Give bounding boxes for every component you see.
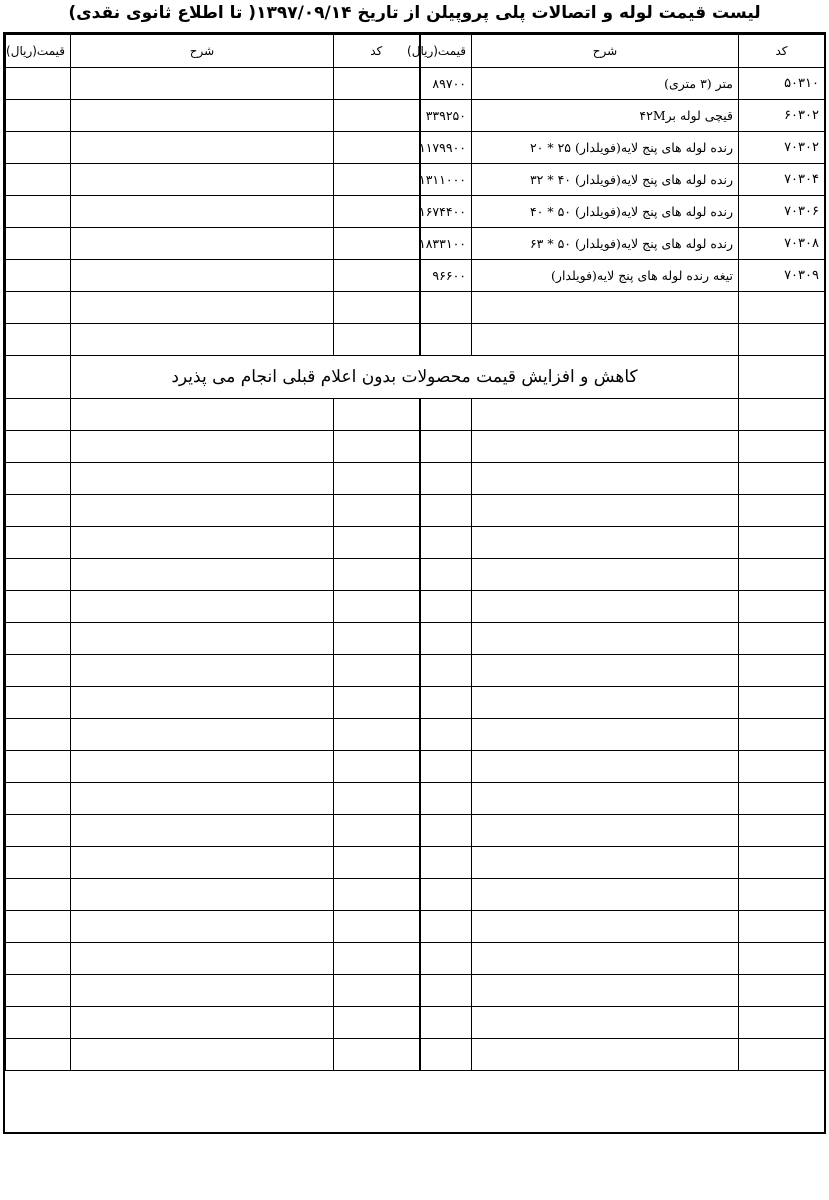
- empty-cell: [334, 132, 420, 164]
- empty-cell: [420, 495, 472, 527]
- empty-row: [6, 783, 825, 815]
- empty-cell: [71, 495, 334, 527]
- empty-cell: [334, 68, 420, 100]
- header-code-left: کد: [334, 35, 420, 68]
- item-code: ۷۰۳۰۴: [739, 164, 825, 196]
- empty-cell: [71, 431, 334, 463]
- empty-cell: [420, 719, 472, 751]
- empty-cell: [334, 495, 420, 527]
- empty-cell: [420, 975, 472, 1007]
- empty-cell: [739, 815, 825, 847]
- empty-cell: [472, 431, 739, 463]
- empty-cell: [739, 847, 825, 879]
- empty-row: [6, 399, 825, 431]
- empty-cell: [6, 591, 71, 623]
- empty-cell: [739, 399, 825, 431]
- empty-cell: [6, 559, 71, 591]
- empty-cell: [71, 559, 334, 591]
- empty-row: [6, 463, 825, 495]
- empty-cell: [420, 687, 472, 719]
- empty-cell: [71, 527, 334, 559]
- empty-cell: [420, 943, 472, 975]
- empty-cell: [6, 164, 71, 196]
- empty-cell: [334, 559, 420, 591]
- item-code: ۵۰۳۱۰: [739, 68, 825, 100]
- table-row: [6, 100, 825, 132]
- empty-cell: [6, 687, 71, 719]
- empty-cell: [334, 399, 420, 431]
- empty-cell: [472, 527, 739, 559]
- empty-row: [6, 527, 825, 559]
- empty-cell: [334, 527, 420, 559]
- empty-cell: [472, 815, 739, 847]
- empty-cell: [420, 879, 472, 911]
- empty-cell: [6, 943, 71, 975]
- empty-cell: [472, 591, 739, 623]
- empty-cell: [6, 655, 71, 687]
- empty-cell: [334, 100, 420, 132]
- empty-cell: [334, 591, 420, 623]
- empty-cell: [420, 399, 472, 431]
- empty-cell: [334, 260, 420, 292]
- empty-cell: [6, 132, 71, 164]
- empty-cell: [420, 1039, 472, 1071]
- empty-cell: [739, 463, 825, 495]
- item-price: ۱۸۳۳۱۰۰: [420, 228, 472, 260]
- empty-cell: [71, 943, 334, 975]
- empty-cell: [420, 911, 472, 943]
- empty-cell: [472, 623, 739, 655]
- header-row: [6, 35, 825, 68]
- item-price: ۱۱۷۹۹۰۰: [420, 132, 472, 164]
- empty-cell: [71, 132, 334, 164]
- empty-cell: [334, 164, 420, 196]
- empty-cell: [71, 591, 334, 623]
- empty-cell: [6, 431, 71, 463]
- empty-cell: [71, 463, 334, 495]
- empty-cell: [739, 1007, 825, 1039]
- empty-cell: [420, 527, 472, 559]
- empty-cell: [71, 100, 334, 132]
- empty-cell: [6, 527, 71, 559]
- item-description: قیچی لوله بر۴۲M: [472, 100, 739, 132]
- empty-cell: [472, 495, 739, 527]
- empty-cell: [71, 228, 334, 260]
- empty-cell: [71, 623, 334, 655]
- empty-cell: [472, 847, 739, 879]
- empty-cell: [739, 591, 825, 623]
- price-list-table: [3, 32, 826, 1134]
- table-row: [6, 260, 825, 292]
- empty-cell: [420, 431, 472, 463]
- empty-cell: [334, 783, 420, 815]
- empty-cell: [6, 783, 71, 815]
- empty-cell: [739, 1039, 825, 1071]
- empty-cell: [334, 911, 420, 943]
- empty-cell: [739, 879, 825, 911]
- empty-cell: [420, 463, 472, 495]
- empty-cell: [472, 1039, 739, 1071]
- empty-cell: [472, 463, 739, 495]
- empty-cell: [472, 655, 739, 687]
- empty-row: [6, 431, 825, 463]
- empty-cell: [71, 687, 334, 719]
- empty-cell: [739, 559, 825, 591]
- empty-row: [6, 719, 825, 751]
- empty-cell: [71, 164, 334, 196]
- empty-cell: [420, 751, 472, 783]
- item-price: ۸۹۷۰۰: [420, 68, 472, 100]
- empty-cell: [71, 68, 334, 100]
- item-code: ۷۰۳۰۸: [739, 228, 825, 260]
- empty-cell: [420, 847, 472, 879]
- page-title: لیست قیمت لوله و اتصالات پلی پروپیلن از تاریخ ۱۳۹۷/۰۹/۱۴( تا اطلاع ثانوی نقدی): [68, 3, 761, 23]
- empty-cell: [739, 975, 825, 1007]
- item-price: ۹۶۶۰۰: [420, 260, 472, 292]
- empty-row: [6, 559, 825, 591]
- empty-cell: [334, 847, 420, 879]
- empty-cell: [334, 196, 420, 228]
- empty-cell: [6, 463, 71, 495]
- empty-cell: [71, 847, 334, 879]
- empty-row: [6, 751, 825, 783]
- empty-cell: [6, 399, 71, 431]
- item-price: ۳۳۹۲۵۰: [420, 100, 472, 132]
- empty-row: [6, 1007, 825, 1039]
- empty-cell: [334, 975, 420, 1007]
- empty-cell: [334, 431, 420, 463]
- empty-cell: [334, 623, 420, 655]
- empty-cell: [6, 1039, 71, 1071]
- empty-cell: [71, 751, 334, 783]
- empty-cell: [739, 783, 825, 815]
- empty-cell: [739, 356, 825, 399]
- table-row: [6, 228, 825, 260]
- empty-cell: [420, 1007, 472, 1039]
- empty-cell: [739, 687, 825, 719]
- empty-cell: [6, 356, 71, 399]
- empty-cell: [334, 463, 420, 495]
- item-description: رنده لوله های پنج لایه(فویلدار) ۴۰ * ۳۲: [472, 164, 739, 196]
- empty-cell: [6, 495, 71, 527]
- empty-cell: [71, 879, 334, 911]
- empty-cell: [472, 911, 739, 943]
- empty-cell: [71, 1039, 334, 1071]
- empty-cell: [420, 783, 472, 815]
- empty-cell: [6, 228, 71, 260]
- empty-cell: [71, 783, 334, 815]
- empty-cell: [739, 527, 825, 559]
- empty-cell: [6, 911, 71, 943]
- empty-cell: [71, 655, 334, 687]
- empty-cell: [6, 623, 71, 655]
- empty-cell: [71, 1007, 334, 1039]
- item-description: تیغه رنده لوله های پنج لایه(فویلدار): [472, 260, 739, 292]
- item-code: ۶۰۳۰۲: [739, 100, 825, 132]
- header-description-right: شرح: [472, 35, 739, 68]
- empty-cell: [71, 911, 334, 943]
- empty-cell: [6, 68, 71, 100]
- empty-cell: [6, 260, 71, 292]
- empty-cell: [739, 431, 825, 463]
- item-code: ۷۰۳۰۲: [739, 132, 825, 164]
- empty-cell: [71, 196, 334, 228]
- notice-row: [6, 356, 825, 399]
- empty-cell: [739, 655, 825, 687]
- empty-cell: [472, 783, 739, 815]
- empty-row: [6, 324, 825, 356]
- item-description: رنده لوله های پنج لایه(فویلدار) ۵۰ * ۴۰: [472, 196, 739, 228]
- empty-cell: [472, 943, 739, 975]
- empty-cell: [472, 399, 739, 431]
- empty-cell: [71, 260, 334, 292]
- table-row: [6, 68, 825, 100]
- empty-row: [6, 879, 825, 911]
- item-price: ۱۶۷۴۴۰۰: [420, 196, 472, 228]
- empty-cell: [334, 1039, 420, 1071]
- empty-cell: [6, 847, 71, 879]
- item-description: رنده لوله های پنج لایه(فویلدار) ۵۰ * ۶۳: [472, 228, 739, 260]
- header-price-right: قیمت(ریال): [420, 35, 472, 68]
- table-row: [6, 164, 825, 196]
- empty-cell: [472, 687, 739, 719]
- price-change-notice: کاهش و افزایش قیمت محصولات بدون اعلام قبلی انجام می پذیرد: [71, 356, 739, 399]
- empty-cell: [472, 879, 739, 911]
- empty-row: [6, 847, 825, 879]
- table-row: [6, 132, 825, 164]
- empty-cell: [6, 196, 71, 228]
- empty-cell: [6, 879, 71, 911]
- empty-cell: [334, 228, 420, 260]
- empty-cell: [6, 815, 71, 847]
- empty-row: [6, 815, 825, 847]
- empty-cell: [6, 975, 71, 1007]
- empty-cell: [334, 879, 420, 911]
- empty-cell: [6, 719, 71, 751]
- empty-cell: [472, 975, 739, 1007]
- item-price: ۱۳۱۱۰۰۰: [420, 164, 472, 196]
- empty-cell: [334, 655, 420, 687]
- empty-cell: [739, 719, 825, 751]
- empty-row: [6, 495, 825, 527]
- empty-cell: [71, 719, 334, 751]
- empty-row: [6, 1039, 825, 1071]
- empty-cell: [71, 975, 334, 1007]
- empty-cell: [472, 559, 739, 591]
- empty-cell: [334, 687, 420, 719]
- empty-cell: [472, 1007, 739, 1039]
- empty-cell: [6, 100, 71, 132]
- empty-cell: [334, 751, 420, 783]
- empty-cell: [739, 495, 825, 527]
- empty-row: [6, 975, 825, 1007]
- empty-cell: [739, 751, 825, 783]
- empty-cell: [6, 751, 71, 783]
- header-description-left: شرح: [71, 35, 334, 68]
- table-row: [6, 196, 825, 228]
- item-description: رنده لوله های پنج لایه(فویلدار) ۲۵ * ۲۰: [472, 132, 739, 164]
- empty-cell: [6, 1007, 71, 1039]
- empty-cell: [420, 591, 472, 623]
- empty-cell: [739, 943, 825, 975]
- empty-cell: [71, 815, 334, 847]
- item-code: ۷۰۳۰۶: [739, 196, 825, 228]
- item-code: ۷۰۳۰۹: [739, 260, 825, 292]
- header-code-right: کد: [739, 35, 825, 68]
- empty-row: [6, 623, 825, 655]
- empty-row: [6, 655, 825, 687]
- item-description: متر (۳ متری): [472, 68, 739, 100]
- empty-row: [6, 591, 825, 623]
- empty-cell: [472, 751, 739, 783]
- empty-row: [6, 911, 825, 943]
- empty-cell: [420, 815, 472, 847]
- empty-cell: [472, 719, 739, 751]
- empty-cell: [420, 655, 472, 687]
- empty-row: [6, 943, 825, 975]
- empty-cell: [739, 623, 825, 655]
- empty-row: [6, 687, 825, 719]
- empty-cell: [420, 559, 472, 591]
- empty-cell: [334, 815, 420, 847]
- empty-cell: [420, 623, 472, 655]
- empty-cell: [739, 911, 825, 943]
- empty-cell: [334, 943, 420, 975]
- empty-cell: [334, 1007, 420, 1039]
- empty-row: [6, 292, 825, 324]
- header-price-left: قیمت(ریال): [6, 35, 71, 68]
- empty-cell: [71, 399, 334, 431]
- empty-cell: [334, 719, 420, 751]
